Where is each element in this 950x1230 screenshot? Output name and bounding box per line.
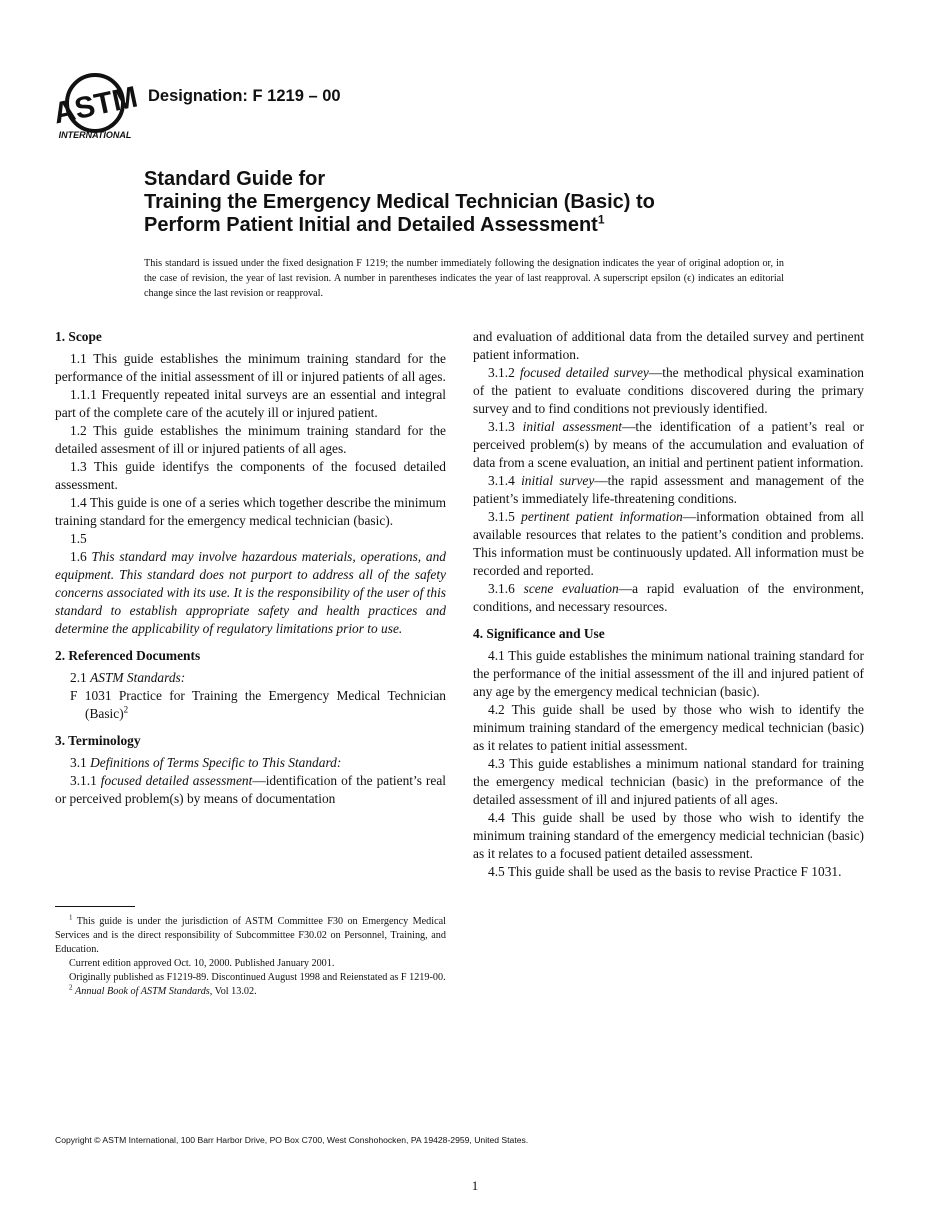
section-significance-heading: 4. Significance and Use [473, 626, 605, 641]
para-3-1 [55, 754, 446, 772]
para-3-1-5-term: pertinent patient information [521, 509, 683, 524]
right-column [473, 328, 864, 881]
para-3-1-4-definition: —the rapid assessment and management of the patient’s immediately life-threatening conditions. [473, 473, 864, 506]
footnote-2-rest: , Vol 13.02. [209, 986, 257, 997]
reference-f1031-mark: 2 [123, 704, 129, 715]
footnote-1-original: Originally published as F1219-89. Discontinued August 1998 and Reienstated as F 1219-00. [69, 972, 446, 983]
para-3-1-3 [473, 418, 864, 472]
para-1-2: 1.2 This guide establishes the minimum training standard for the detailed assesment of ill or injured patients of all ages. [55, 423, 446, 456]
para-1-1: 1.1 This guide establishes the minimum training standard for the performance of the initial assessment of ill or injured patients of all ages. [55, 351, 446, 384]
para-3-1-2-definition: —the methodical physical examination of the patient to evaluate conditions discovered during the primary survey and to find conditions not previously identified. [473, 365, 864, 416]
left-column [55, 328, 446, 808]
footnote-1-text: This guide is under the jurisdiction of ASTM Committee F30 on Emergency Medical Services and is the direct responsibility of Subcommittee F30.02 on Personnel, Training, and Education. [55, 916, 446, 955]
para-3-1-number: 3.1 [70, 755, 87, 770]
footnote-2-mark: 2 [69, 983, 73, 992]
para-3-1-5 [473, 508, 864, 580]
footnote-1 [55, 915, 446, 957]
para-1-6-number: 1.6 [70, 549, 87, 564]
para-1-4: 1.4 This guide is one of a series which together describe the minimum training standard for the emergency medical technician (basic). [55, 495, 446, 528]
issued-note: This standard is issued under the fixed designation F 1219; the number immediately following the designation indicates the year of original adoption or, in the case of revision, the year of last revision. A number in parentheses indicates the year of last reapproval. A superscript epsilon (ϵ) indicates an editorial change since the last revision or reapproval. [144, 258, 784, 299]
title-line-1: Standard Guide for [144, 168, 326, 190]
para-3-1-1 [55, 772, 446, 808]
title-line-3 [144, 214, 864, 237]
para-4-2: 4.2 This guide shall be used by those who wish to identify the minimum training standard of the emergency medical technician (basic) as it relates to patient initial assessment. [473, 702, 864, 753]
section-scope-heading: 1. Scope [55, 329, 102, 344]
designation: Designation: F 1219 – 00 [148, 87, 341, 105]
para-3-1-4 [473, 472, 864, 508]
para-3-1-1-term: focused detailed assessment [100, 773, 253, 788]
astm-logo [50, 70, 141, 142]
para-1-6-text: This standard may involve hazardous materials, operations, and equipment. This standard does not purport to address all of the safety concerns associated with its use. It is the responsibility of the user of this standard to establish appropriate safety and health practices and determine the applicability of regulatory limitations prior to use. [55, 549, 446, 636]
logo-mark-text: ASTM [50, 80, 141, 131]
section-referenced-heading: 2. Referenced Documents [55, 648, 201, 663]
reference-f1031-text: F 1031 Practice for Training the Emergency Medical Technician (Basic) [70, 688, 446, 721]
document-title [144, 168, 864, 237]
para-4-5: 4.5 This guide shall be used as the basis to revise Practice F 1031. [488, 864, 842, 879]
para-3-1-6-number: 3.1.6 [488, 581, 515, 596]
title-footnote-mark: 1 [597, 212, 605, 227]
para-4-4: 4.4 This guide shall be used by those who wish to identify the minimum training standard of the emergency medicial technician (basic) as it relates to a focused patient detailed assessment. [473, 810, 864, 861]
copyright-notice: Copyright © ASTM International, 100 Barr Harbor Drive, PO Box C700, West Conshohocken, PA 19428-2959, United States. [55, 1135, 529, 1145]
para-3-1-3-term: initial assessment [522, 419, 623, 434]
para-3-1-6-definition: —a rapid evaluation of the environment, conditions, and necessary resources. [473, 581, 864, 614]
footnote-1-edition: Current edition approved Oct. 10, 2000. Published January 2001. [69, 958, 335, 969]
para-3-1-2-number: 3.1.2 [488, 365, 515, 380]
title-line-3-text: Perform Patient Initial and Detailed Assessment [144, 214, 598, 236]
para-2-1-text: ASTM Standards: [90, 670, 186, 685]
footnote-1-mark: 1 [69, 913, 73, 922]
para-1-1-1: 1.1.1 Frequently repeated inital surveys are an essential and integral part of the complete care of the acutely ill or injured patient. [55, 387, 446, 420]
para-3-1-1-continued: and evaluation of additional data from the detailed survey and pertinent patient information. [473, 329, 864, 362]
footnote-2-title: Annual Book of ASTM Standards [75, 986, 210, 997]
para-3-1-1-number: 3.1.1 [70, 773, 97, 788]
para-3-1-4-term: initial survey [521, 473, 595, 488]
para-3-1-text: Definitions of Terms Specific to This Standard: [90, 755, 342, 770]
section-terminology-heading: 3. Terminology [55, 733, 141, 748]
para-3-1-5-definition: —information obtained from all available resources that relates to the patient’s condition and problems. This information must be continuously updated. All information must be recorded and reported. [473, 509, 864, 578]
para-3-1-6 [473, 580, 864, 616]
footnote-divider [55, 906, 135, 907]
title-line-2: Training the Emergency Medical Technician (Basic) to [144, 191, 655, 213]
para-3-1-6-term: scene evaluation [523, 581, 619, 596]
para-1-6 [55, 548, 446, 638]
para-4-1: 4.1 This guide establishes the minimum national training standard for the performance of the initial assessment of the ill and injured patient of any age by the emergency medical technician (basic). [473, 648, 864, 699]
para-1-3: 1.3 This guide identifys the components of the focused detailed assessment. [55, 459, 446, 492]
footnotes [55, 915, 446, 999]
para-3-1-1-definition: —identification of the patient’s real or perceived problem(s) by means of documentation [55, 773, 446, 806]
para-3-1-2 [473, 364, 864, 418]
footnote-2 [55, 985, 446, 999]
para-3-1-2-term: focused detailed survey [519, 365, 649, 380]
para-3-1-5-number: 3.1.5 [488, 509, 515, 524]
para-3-1-3-number: 3.1.3 [488, 419, 515, 434]
para-2-1 [55, 669, 446, 687]
para-1-5: 1.5 [70, 531, 87, 546]
page-number: 1 [471, 1178, 479, 1193]
para-4-3: 4.3 This guide establishes a minimum national standard for training the emergency medical technician (basic) in the preformance of the detailed assessment of ill and injured patients of all ages. [473, 756, 864, 807]
para-2-1-number: 2.1 [70, 670, 87, 685]
para-3-1-3-definition: —the identification of a patient’s real or perceived problem(s) by means of the accumulation and evaluation of data from a scene evaluation, an initial and pertinent patient information. [473, 419, 864, 470]
reference-f1031 [55, 687, 446, 723]
logo-subtext: INTERNATIONAL [58, 130, 132, 140]
para-3-1-4-number: 3.1.4 [488, 473, 515, 488]
